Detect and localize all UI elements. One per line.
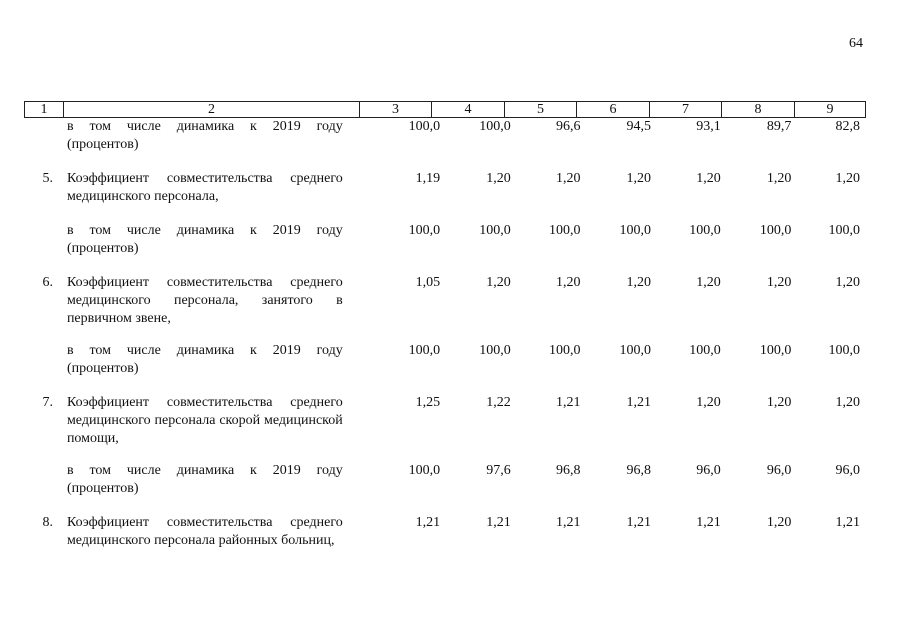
row-value: 100,0 [759, 343, 792, 358]
row-value: 1,20 [486, 171, 511, 186]
row-value: 1,20 [486, 275, 511, 290]
row-value: 1,20 [766, 515, 792, 530]
table-row [24, 274, 866, 342]
row-value: 96,0 [696, 463, 721, 478]
row-description: Коэффициент совместительства среднего медицинского персонала, [66, 171, 343, 204]
row-value: 100,0 [619, 223, 652, 238]
row-value: 100,0 [689, 223, 721, 238]
row-value: 1,22 [486, 395, 511, 410]
row-value: 100,0 [828, 223, 860, 238]
row-description: в том числе динамика к 2019 году (процентов) [66, 223, 343, 256]
table-body [24, 118, 866, 574]
row-value: 1,21 [415, 515, 441, 530]
table-header [24, 101, 866, 118]
row-value: 100,0 [619, 343, 652, 358]
header-col-5: 5 [505, 102, 577, 117]
row-value: 1,20 [626, 275, 652, 290]
row-number: 8. [42, 515, 53, 530]
row-value: 1,20 [835, 395, 860, 410]
row-value: 89,7 [766, 119, 792, 134]
row-value: 100,0 [479, 343, 511, 358]
row-value: 1,20 [696, 395, 721, 410]
row-value: 100,0 [689, 343, 721, 358]
row-number [24, 342, 53, 394]
row-value: 100,0 [828, 343, 860, 358]
row-value: 1,05 [415, 275, 441, 290]
row-value: 100,0 [408, 463, 441, 478]
row-value: 100,0 [548, 343, 581, 358]
row-number [24, 222, 53, 274]
page-number: 64 [849, 36, 863, 51]
row-value: 1,20 [696, 171, 721, 186]
row-number: 5. [42, 171, 53, 186]
row-value: 1,20 [766, 395, 792, 410]
row-value: 100,0 [759, 223, 792, 238]
row-value: 1,21 [835, 515, 860, 530]
row-description: Коэффициент совместительства среднего медицинского персонала скорой медицинской помощи, [66, 395, 343, 446]
row-number [24, 118, 53, 170]
row-value: 1,20 [835, 171, 860, 186]
table-row [24, 118, 866, 170]
row-value: 1,20 [555, 171, 581, 186]
row-value: 93,1 [696, 119, 721, 134]
row-description: Коэффициент совместительства среднего медицинского персонала районных больниц, [66, 515, 343, 548]
table-row [24, 342, 866, 394]
row-number [24, 462, 53, 514]
row-value: 1,21 [626, 515, 652, 530]
row-value: 100,0 [548, 223, 581, 238]
row-number: 6. [42, 275, 53, 290]
row-value: 100,0 [408, 343, 441, 358]
table-row [24, 170, 866, 222]
row-number: 7. [42, 395, 53, 410]
header-col-2: 2 [64, 102, 360, 117]
row-description: в том числе динамика к 2019 году (процентов) [66, 119, 343, 152]
row-value: 1,19 [415, 171, 441, 186]
row-value: 96,0 [766, 463, 792, 478]
row-value: 1,20 [766, 171, 792, 186]
row-description: в том числе динамика к 2019 году (процентов) [66, 463, 343, 496]
header-col-1: 1 [25, 102, 64, 117]
row-value: 1,21 [486, 515, 511, 530]
row-value: 97,6 [486, 463, 511, 478]
row-value: 100,0 [408, 119, 441, 134]
row-value: 1,21 [696, 515, 721, 530]
header-col-8: 8 [722, 102, 795, 117]
table-row [24, 394, 866, 462]
row-value: 1,21 [555, 395, 581, 410]
row-value: 96,8 [626, 463, 652, 478]
row-value: 1,20 [555, 275, 581, 290]
header-col-9: 9 [826, 102, 834, 117]
row-value: 100,0 [479, 223, 511, 238]
row-value: 96,6 [555, 119, 581, 134]
row-value: 1,20 [696, 275, 721, 290]
table-row [24, 514, 866, 574]
header-col-6: 6 [577, 102, 650, 117]
row-value: 1,20 [626, 171, 652, 186]
row-value: 82,8 [835, 119, 860, 134]
table-row [24, 462, 866, 514]
row-value: 100,0 [408, 223, 441, 238]
row-value: 100,0 [479, 119, 511, 134]
row-value: 1,20 [835, 275, 860, 290]
row-value: 1,21 [555, 515, 581, 530]
row-description: Коэффициент совместительства среднего медицинского персонала, занятого в первичном звене, [66, 275, 343, 326]
table-row [24, 222, 866, 274]
row-description: в том числе динамика к 2019 году (процентов) [66, 343, 343, 376]
row-value: 1,25 [415, 395, 441, 410]
row-value: 1,21 [626, 395, 652, 410]
header-col-4: 4 [432, 102, 505, 117]
row-value: 96,8 [555, 463, 581, 478]
header-col-3: 3 [360, 102, 432, 117]
row-value: 96,0 [835, 463, 860, 478]
header-col-7: 7 [650, 102, 722, 117]
row-value: 94,5 [626, 119, 652, 134]
row-value: 1,20 [766, 275, 792, 290]
